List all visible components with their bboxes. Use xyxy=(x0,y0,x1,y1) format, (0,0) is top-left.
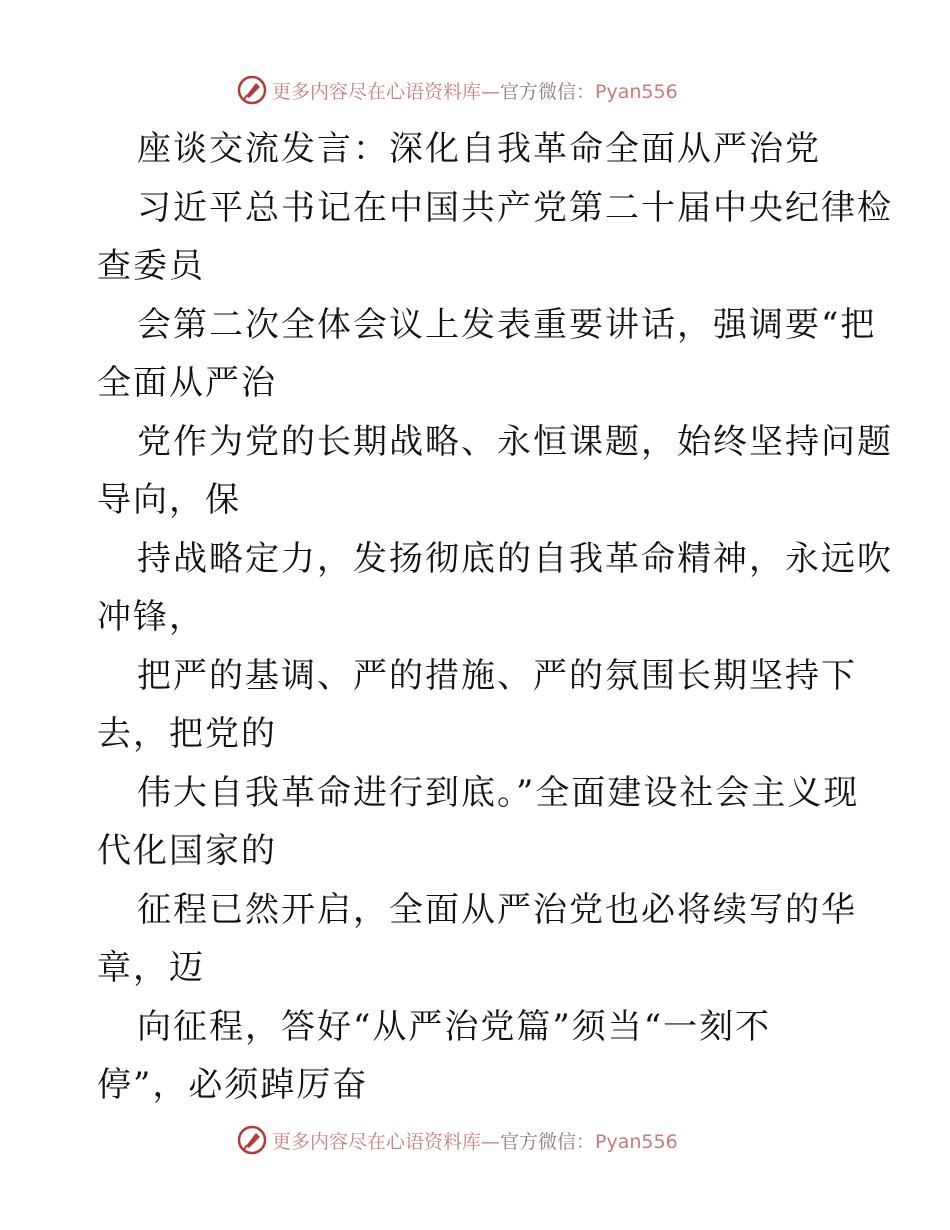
paragraph-line: 把严的基调、严的措施、严的氛围长期坚持下 xyxy=(137,655,857,696)
paragraph-line: 停”，必须踔厉奋 xyxy=(97,1065,369,1105)
footer-dash: — xyxy=(481,1130,501,1153)
paragraph-line: 会第二次全体会议上发表重要讲话，强调要“把 xyxy=(137,304,877,345)
paragraph-line: 党作为党的长期战略、永恒课题，始终坚持问题 xyxy=(137,421,893,462)
paragraph-line: 伟大自我革命进行到底。”全面建设社会主义现 xyxy=(137,772,860,813)
pen-nib-logo-icon xyxy=(236,74,268,106)
paragraph-line: 去，把党的 xyxy=(97,714,277,754)
pen-nib-logo-icon xyxy=(236,1124,268,1156)
footer-banner-text xyxy=(272,1127,678,1154)
header-wechat-label: 官方微信： xyxy=(500,80,596,103)
paragraph-line: 持战略定力，发扬彻底的自我革命精神，永远吹 xyxy=(137,538,893,579)
header-banner-text xyxy=(272,77,678,104)
paragraph-line: 代化国家的 xyxy=(97,831,277,871)
document-title: 座谈交流发言：深化自我革命全面从严治党 xyxy=(137,129,821,169)
paragraph-line: 习近平总书记在中国共产党第二十届中央纪律检 xyxy=(137,187,893,228)
paragraph-line: 全面从严治 xyxy=(97,363,277,403)
paragraph-line: 征程已然开启，全面从严治党也必将续写的华 xyxy=(137,889,857,930)
paragraph-line: 查委员 xyxy=(97,246,205,286)
footer-wechat-label: 官方微信： xyxy=(500,1130,596,1153)
document-body xyxy=(97,120,893,1115)
footer-banner xyxy=(236,1122,716,1158)
header-wechat-id: Pyan556 xyxy=(595,80,678,103)
paragraph-line: 章，迈 xyxy=(97,948,205,988)
header-dash: — xyxy=(481,80,501,103)
header-site-text: 更多内容尽在心语资料库 xyxy=(272,80,482,103)
footer-wechat-id: Pyan556 xyxy=(595,1130,678,1153)
paragraph-line: 冲锋， xyxy=(97,597,205,637)
header-banner xyxy=(236,72,716,108)
footer-site-text: 更多内容尽在心语资料库 xyxy=(272,1130,482,1153)
paragraph-line: 导向，保 xyxy=(97,480,241,520)
paragraph-line: 向征程，答好“从严治党篇”须当“一刻不 xyxy=(137,1006,772,1047)
